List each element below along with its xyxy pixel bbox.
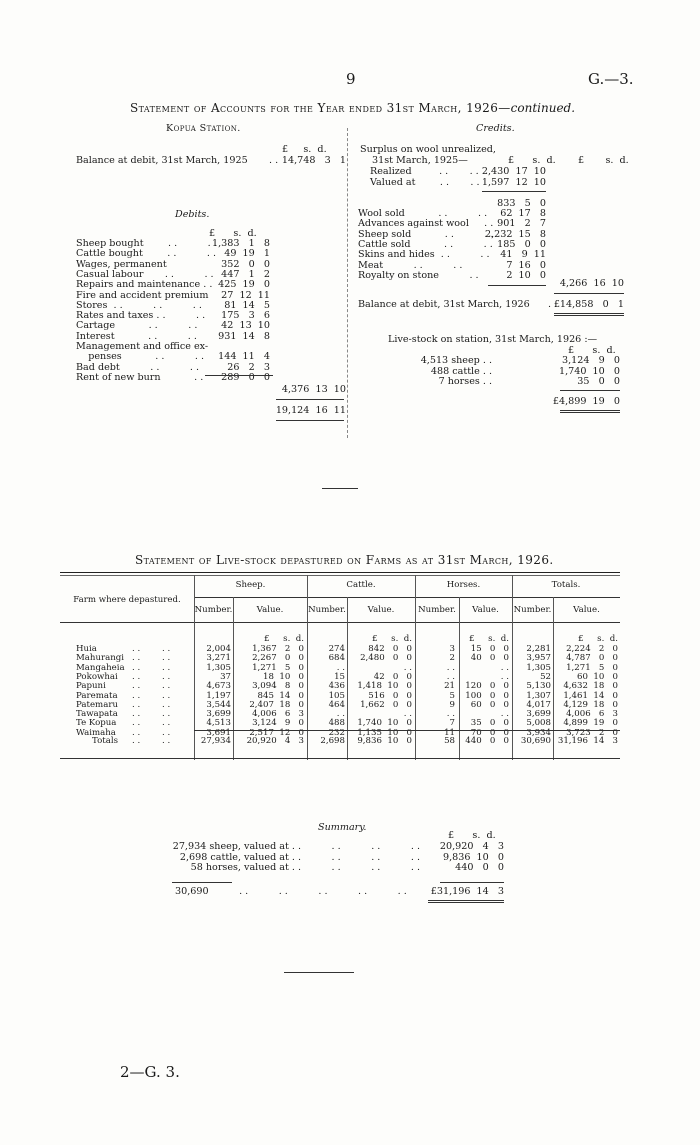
livestock-label: 7 horses . . <box>438 376 492 387</box>
debit-value: 27 12 11 <box>221 289 270 301</box>
sub-head-cattle-number: Number. <box>308 605 346 615</box>
summary-value: 9,836 10 0 <box>442 851 504 863</box>
livestock-total-rule-1 <box>560 410 620 411</box>
table-cell-hv: 70 0 0 <box>470 727 509 738</box>
table-cell-cn: 105 <box>328 690 345 701</box>
table-cell-sv: 2,517 12 0 <box>249 727 304 738</box>
table-cell-hn: 5 <box>449 690 455 701</box>
debit-value: 931 14 8 <box>218 330 270 342</box>
leader-dots: . . . . <box>132 681 171 692</box>
table-cell-tv: 2,224 2 0 <box>566 644 618 654</box>
table-cell-hn: 3 <box>449 644 455 654</box>
leader-dots: . . . . <box>132 671 171 682</box>
table-cell-hn: 9 <box>449 699 455 710</box>
table-cell-tn: 5,130 <box>526 681 551 692</box>
sub-head-sheep-number: Number. <box>194 605 233 615</box>
credits-total: 4,266 16 10 <box>559 278 624 289</box>
col-divider-cattle <box>415 575 416 760</box>
debit-value: 144 11 4 <box>218 351 270 363</box>
summary-total-rule-1 <box>428 900 504 901</box>
debit-value: 42 13 10 <box>221 320 270 332</box>
debit-value: 425 19 0 <box>218 279 270 291</box>
table-cell-farm: Te Kopua <box>76 718 117 729</box>
table-cell-farm: Huia <box>76 644 97 654</box>
totals-cell-cv: 9,836 10 0 <box>357 736 412 746</box>
leader-dots: . . . . <box>132 644 171 654</box>
accounts-divider <box>347 128 348 438</box>
table-cell-hn: . . <box>446 671 455 682</box>
summary-total-value: £31,196 14 3 <box>430 886 504 897</box>
table-cell-tv: 1,461 14 0 <box>563 690 618 701</box>
sub-head-horses-number: Number. <box>418 605 456 615</box>
table-cell-sv: 845 14 0 <box>257 690 304 701</box>
debit-label: Repairs and maintenance . . <box>76 279 213 291</box>
table-cell-tn: 52 <box>540 671 551 682</box>
valued-value: 1,597 12 10 <box>481 177 546 188</box>
debit-label: Rent of new burn . . <box>76 371 204 383</box>
debits-label: Debits. <box>175 209 210 220</box>
livestock-value: 1,740 10 0 <box>558 365 620 377</box>
table-cell-sv: 1,367 2 0 <box>252 644 304 654</box>
table-cell-sv: 18 10 0 <box>263 671 304 682</box>
table-cell-tn: 3,957 <box>526 653 551 664</box>
group-head-horses: Horses. <box>446 580 481 590</box>
debit-label: Management and office ex- <box>76 341 209 352</box>
table-cell-hn: . . <box>446 662 455 673</box>
sub-head-totals-number: Number. <box>513 605 552 615</box>
table-cell-tn: 2,281 <box>526 644 551 654</box>
accounts-title-continued: continued. <box>510 101 576 115</box>
livestock-rule <box>560 390 620 391</box>
debit-value: 81 14 5 <box>224 299 270 311</box>
table-cell-hv: . . <box>500 709 509 720</box>
table-cell-tn: 3,699 <box>526 709 551 720</box>
credit-label: Sheep sold . . . . <box>358 228 494 240</box>
table-cell-tv: 4,899 19 0 <box>563 718 618 729</box>
leader-dots: . . . . <box>132 690 171 701</box>
lsd-head-sheep: £ s. d. <box>264 634 304 644</box>
totals-cell-hn: 58 <box>444 736 455 746</box>
table-cell-cv: 42 0 0 <box>373 671 412 682</box>
table-cell-cn: 436 <box>328 681 345 692</box>
summary-value: 440 0 0 <box>455 862 504 873</box>
table-cell-tn: 1,305 <box>526 662 551 673</box>
table-cell-hn: 21 <box>444 681 455 692</box>
balance-1926-rule-1 <box>554 313 624 314</box>
table-cell-cn: 464 <box>328 699 345 710</box>
credit-value: 7 16 0 <box>506 259 546 271</box>
credit-label: Cattle sold . . . . <box>358 238 493 250</box>
debit-value: 26 2 3 <box>227 361 270 373</box>
lsd-head-cattle: £ s. d. <box>372 634 412 644</box>
section-separator-1 <box>322 488 358 489</box>
table-cell-hv: . . <box>500 662 509 673</box>
table-cell-tv: 3,723 2 0 <box>566 727 618 738</box>
summary-total-rule-2 <box>428 902 504 903</box>
col-head-farm: Farm where depastured. <box>73 595 181 605</box>
sub-head-totals-value: Value. <box>573 605 600 615</box>
left-currency-head: £ s. d. <box>282 144 327 155</box>
credit-value: 901 2 7 <box>497 218 546 230</box>
table-cell-sn: 2,004 <box>206 644 231 654</box>
table-cell-tn: 5,008 <box>526 718 551 729</box>
balance-1926-value: £14,858 0 1 <box>553 299 624 310</box>
table-cell-cn: . . <box>336 709 345 720</box>
credit-label: Meat . . . . <box>358 259 463 271</box>
debits-total: 4,376 13 10 <box>281 384 346 395</box>
lsd-head-totals: £ s. d. <box>578 634 618 644</box>
livestock-label: 4,513 sheep . . <box>420 355 492 366</box>
table-cell-farm: Patemaru <box>76 699 118 710</box>
debit-value: 352 0 0 <box>221 258 270 270</box>
livestock-value: 3,124 9 0 <box>562 355 620 366</box>
table-cell-cn: 488 <box>328 718 345 729</box>
debit-label: Bad debt . . . . <box>76 361 200 373</box>
debit-label: Cattle bought . . . . <box>76 248 217 260</box>
credit-value: 62 17 8 <box>500 208 546 219</box>
debit-label: Stores . . . . . . <box>76 299 202 311</box>
livestock-heading: Live-stock on station, 31st March, 1926 :— <box>388 334 598 345</box>
table-bottom-rule <box>60 758 620 759</box>
credit-label: Advances against wool . . <box>358 218 494 230</box>
credit-label: Royalty on stone . . <box>358 269 479 281</box>
lsd-head-horses: £ s. d. <box>469 634 509 644</box>
table-cell-hv: 35 0 0 <box>470 718 509 729</box>
col-divider-farm <box>194 575 195 760</box>
credits-underline <box>488 285 546 286</box>
credits-label: Credits. <box>476 123 515 134</box>
depastured-title: Statement of Live-stock depastured on Farms as at 31st March, 1926. <box>135 553 554 567</box>
table-cell-cn: 15 <box>334 671 345 682</box>
table-cell-sn: 4,513 <box>206 718 231 729</box>
totals-cell-hv: 440 0 0 <box>465 736 509 746</box>
table-cell-cv: 1,135 10 0 <box>357 727 412 738</box>
table-cell-sv: 2,267 0 0 <box>252 653 304 664</box>
table-top-rule-inner <box>60 575 620 576</box>
debit-value: 49 19 1 <box>224 248 270 260</box>
table-cell-farm: Waimaha <box>76 727 116 738</box>
debits-underline <box>205 375 273 376</box>
balance-1925-value: 14,748 3 1 <box>281 155 346 166</box>
table-cell-sv: 3,094 8 0 <box>252 681 304 692</box>
credit-value: 41 9 11 <box>500 249 546 261</box>
table-cell-tv: 60 10 0 <box>577 671 618 682</box>
summary-currency-head: £ s. d. <box>448 830 496 841</box>
surplus-line-2: 31st March, 1925— <box>372 155 468 166</box>
sub-head-horses-value: Value. <box>472 605 499 615</box>
section-separator-2 <box>284 972 354 973</box>
balance-1926-label: Balance at debit, 31st March, 1926 . . <box>358 299 558 310</box>
table-cell-tv: 4,632 18 0 <box>563 681 618 692</box>
table-cell-hn: . . <box>446 709 455 720</box>
leader-dots: . . . . <box>132 662 171 673</box>
table-cell-tv: 4,129 18 0 <box>563 699 618 710</box>
debit-value: 1,383 1 8 <box>212 238 270 249</box>
surplus-line-1: Surplus on wool unrealized, <box>360 144 496 155</box>
debit-label: Fire and accident premium <box>76 289 209 301</box>
leader-dots: . . . . <box>132 709 171 720</box>
credits-total-rule <box>554 293 624 294</box>
credit-value: 2,232 15 8 <box>484 228 546 240</box>
table-cell-cv: . . <box>403 662 412 673</box>
livestock-value: 35 0 0 <box>577 376 620 387</box>
table-cell-cv: 516 0 0 <box>368 690 412 701</box>
livestock-total-rule-2 <box>560 412 620 413</box>
credit-value: 185 0 0 <box>497 238 546 250</box>
station-name: Kopua Station. <box>166 123 241 134</box>
accounts-title-main: Statement of Accounts for the Year ended 31st March, 1926— <box>130 101 511 115</box>
summary-title: Summary. <box>318 822 367 833</box>
sub-head-sheep-value: Value. <box>256 605 284 615</box>
livestock-label: 488 cattle . . <box>430 365 492 377</box>
table-cell-cn: . . <box>336 662 345 673</box>
totals-cell-tn: 30,690 <box>520 736 551 746</box>
debit-label: Wages, permanent <box>76 258 167 270</box>
document-reference: G.—3. <box>588 70 634 88</box>
table-cell-sn: 37 <box>220 671 231 682</box>
credit-head-a: £ s. d. <box>508 155 556 166</box>
table-cell-cv: 842 0 0 <box>368 644 412 654</box>
table-cell-hv: 100 0 0 <box>465 690 509 701</box>
debit-value: 447 1 2 <box>221 268 270 280</box>
table-cell-cn: 232 <box>328 727 345 738</box>
totals-cell-tv: 31,196 14 3 <box>557 736 618 746</box>
page-number: 9 <box>346 70 356 88</box>
leader-dots: . . . . <box>132 653 171 664</box>
debit-label: Interest . . . . <box>76 330 197 342</box>
summary-total-label: 30,690 . . . . . . . . . . <box>175 886 407 897</box>
table-cell-hv: . . <box>500 671 509 682</box>
table-cell-hn: 2 <box>449 653 455 664</box>
group-head-cattle: Cattle. <box>346 580 376 590</box>
totals-rule <box>194 730 620 731</box>
group-head-sheep: Sheep. <box>235 580 266 590</box>
surplus-rule <box>482 191 546 192</box>
table-cell-sv: 3,124 9 0 <box>252 718 304 729</box>
table-cell-tv: 4,006 6 3 <box>566 709 618 720</box>
table-cell-tv: 1,271 5 0 <box>566 662 618 673</box>
livestock-currency-head: £ s. d. <box>568 345 616 356</box>
surplus-net: 833 5 0 <box>497 198 546 209</box>
leader-dots: . . . . <box>132 736 171 746</box>
table-cell-sn: 4,673 <box>206 681 231 692</box>
table-cell-sn: 1,197 <box>206 690 231 701</box>
balance-1926-rule-2 <box>554 315 624 316</box>
table-cell-sv: 1,271 5 0 <box>252 662 304 673</box>
totals-cell-sn: 27,934 <box>200 736 231 746</box>
debit-value: 289 0 0 <box>221 371 270 383</box>
table-top-rule <box>60 572 620 573</box>
leader-dots: . . . . <box>132 727 171 738</box>
credit-value: 2 10 0 <box>506 269 546 281</box>
table-cell-farm: Papuni <box>76 681 106 692</box>
table-cell-hn: 7 <box>449 718 455 729</box>
realized-label: Realized . . . . <box>370 166 479 177</box>
table-cell-hv: 40 0 0 <box>470 653 509 664</box>
credit-head-b: £ s. d. <box>578 155 629 166</box>
debit-label: Cartage . . . . <box>76 320 198 332</box>
accounts-title <box>130 101 575 115</box>
table-cell-sv: 2,407 18 0 <box>249 699 304 710</box>
debit-label: Rates and taxes . . . . <box>76 310 206 322</box>
table-cell-sn: 3,271 <box>206 653 231 664</box>
realized-value: 2,430 17 10 <box>481 166 546 177</box>
table-cell-farm: Mangaheia <box>76 662 125 673</box>
table-cell-hv: 15 0 0 <box>470 644 509 654</box>
debit-label: Sheep bought . . . . <box>76 238 217 249</box>
table-cell-hv: 120 0 0 <box>465 681 509 692</box>
livestock-total: £4,899 19 0 <box>552 396 620 407</box>
group-head-totals: Totals. <box>551 580 581 590</box>
totals-cell-sv: 20,920 4 3 <box>246 736 304 746</box>
valued-label: Valued at . . . . <box>370 177 480 188</box>
table-cell-cn: 684 <box>328 653 345 664</box>
table-cell-cv: 1,740 10 0 <box>357 718 412 729</box>
table-cell-farm: Pokowhai <box>76 671 118 682</box>
sub-divider-sheep <box>233 597 234 760</box>
table-cell-farm: Tawapata <box>76 709 118 720</box>
subheader-rule <box>60 622 620 623</box>
debit-label: Casual labour . . . . <box>76 268 214 280</box>
table-cell-cv: 1,662 0 0 <box>360 699 412 710</box>
table-cell-farm: Mahurangi <box>76 653 125 664</box>
table-cell-sn: 3,691 <box>206 727 231 738</box>
summary-value: 20,920 4 3 <box>439 841 504 852</box>
balance-1925-label: Balance at debit, 31st March, 1925 . . <box>76 155 279 166</box>
footer-signature: 2—G. 3. <box>120 1063 180 1081</box>
table-cell-sn: 3,544 <box>206 699 231 710</box>
table-cell-farm: Paremata <box>76 690 118 701</box>
table-cell-cv: 2,480 0 0 <box>360 653 412 664</box>
summary-label: 2,698 cattle, valued at . . . . . . . . <box>179 851 420 863</box>
table-cell-sn: 3,699 <box>206 709 231 720</box>
table-cell-cn: 274 <box>328 644 345 654</box>
table-cell-hn: 11 <box>444 727 455 738</box>
table-cell-cv: 1,418 10 0 <box>357 681 412 692</box>
grand-total-rule <box>276 420 344 421</box>
credit-label: Skins and hides . . . . <box>358 249 490 261</box>
credit-label: Wool sold . . . . <box>358 208 488 219</box>
summary-label: 27,934 sheep, valued at . . . . . . . . <box>172 841 420 852</box>
table-cell-sv: 4,006 6 3 <box>252 709 304 720</box>
summary-left-rule <box>172 882 232 883</box>
table-cell-sn: 1,305 <box>206 662 231 673</box>
totals-label: Totals <box>92 736 118 746</box>
totals-cell-cn: 2,698 <box>320 736 345 746</box>
table-cell-tn: 4,017 <box>526 699 551 710</box>
table-cell-tn: 1,307 <box>526 690 551 701</box>
leader-dots: . . . . <box>132 718 171 729</box>
table-cell-tn: 3,934 <box>526 727 551 738</box>
summary-label: 58 horses, valued at . . . . . . . . <box>190 862 420 873</box>
group-header-rule <box>194 597 620 598</box>
debit-label: penses . . . . <box>76 351 205 363</box>
debit-value: 175 3 6 <box>221 310 270 322</box>
debits-total-rule <box>276 399 344 400</box>
summary-right-rule <box>440 882 504 883</box>
sub-head-cattle-value: Value. <box>367 605 395 615</box>
grand-total: 19,124 16 11 <box>275 405 346 416</box>
leader-dots: . . . . <box>132 699 171 710</box>
col-divider-sheep <box>307 575 308 760</box>
table-cell-cv: . . <box>403 709 412 720</box>
table-cell-tv: 4,787 0 0 <box>566 653 618 664</box>
table-cell-hv: 60 0 0 <box>470 699 509 710</box>
debits-currency-head: £ s. d. <box>209 228 257 239</box>
